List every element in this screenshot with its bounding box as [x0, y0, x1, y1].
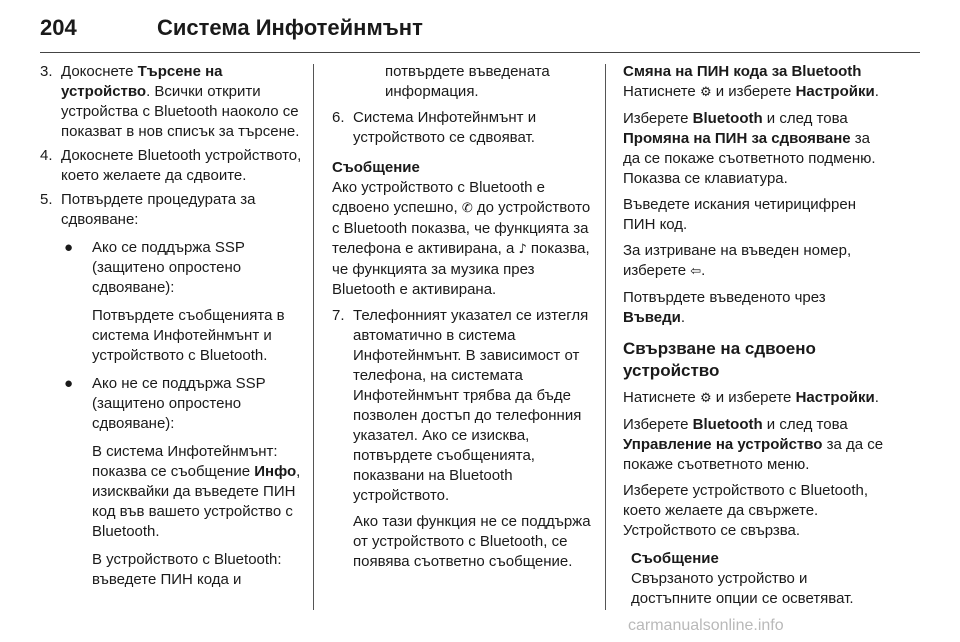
- column-divider: [605, 64, 606, 610]
- phone-icon: ✆: [461, 201, 473, 216]
- music-icon: ♪: [518, 242, 527, 257]
- paragraph: В система Инфотейнмънт: показва се съобщение Инфо, изисквайки да въведете ПИН код във вашето устройство с Bluetooth.: [92, 443, 301, 540]
- column-3: [623, 62, 888, 609]
- bullet-icon: ●: [64, 239, 74, 256]
- column-1: [40, 62, 302, 590]
- note-heading: Съобщение: [332, 159, 420, 176]
- page-number: 204: [40, 15, 77, 40]
- column-2: [332, 62, 594, 572]
- watermark: carmanualsonline.info: [628, 617, 784, 634]
- paragraph: За изтриване на въведен номер, изберете ⇦.: [623, 242, 852, 279]
- settings-icon: ⚙: [699, 85, 712, 100]
- paragraph: Въведете искания четирицифрен ПИН код.: [623, 196, 856, 233]
- paragraph: Изберете устройството с Bluetooth, което желаете да свържете. Устройството се свързва.: [623, 482, 869, 539]
- section-heading: Смяна на ПИН кода за Bluetooth: [623, 63, 862, 80]
- page-title: Система Инфотейнмънт: [157, 15, 423, 40]
- backspace-icon: ⇦: [690, 264, 702, 279]
- list-item-continued: потвърдете въведената информация.: [385, 63, 550, 100]
- note: [623, 549, 888, 609]
- list-item: 7. Телефонният указател се изтегля автоматично в система Инфотейнмънт. В зависимост от телефона, на системата Инфотейнмънт трябва да бъде позволен достъп до телефонния указател. Ако се изисква, потвърдете съобщенията, показвани на Bluetooth устройството.: [332, 307, 589, 504]
- paragraph: Изберете Bluetooth и след това Промяна на ПИН за сдвояване за да се покаже съответното подменю. Показва се клавиатура.: [623, 110, 876, 187]
- settings-icon: ⚙: [699, 391, 712, 406]
- note-text: Ако устройството с Bluetooth е сдвоено успешно, ✆ до устройството с Bluetooth показва, че функцията за телефона е активирана, а ♪ показва, че функцията за музика през Bluetooth е активирана.: [332, 179, 591, 298]
- bullet-item: ● Ако не се поддържа SSP (защитено опростено сдвояване):: [64, 375, 266, 432]
- bullet-item: ● Ако се поддържа SSP (защитено опростено сдвояване):: [64, 239, 245, 296]
- page-header: [40, 12, 920, 53]
- paragraph: Потвърдете въведеното чрез Въведи.: [623, 289, 826, 326]
- paragraph: Потвърдете съобщенията в система Инфотейнмънт и устройството с Bluetooth.: [92, 307, 285, 364]
- paragraph: Ако тази функция не се поддържа от устройството с Bluetooth, се появява съответно съобщение.: [353, 513, 591, 570]
- note-heading: Съобщение: [631, 550, 719, 567]
- list-item: 3. Докоснете Търсене на устройство. Всички открити устройства с Bluetooth наоколо се показват в нов списък за търсене.: [40, 63, 300, 140]
- paragraph: Натиснете ⚙ и изберете Настройки.: [623, 389, 879, 406]
- paragraph: Изберете Bluetooth и след това Управление на устройство за да се покаже съответното меню.: [623, 416, 884, 473]
- list-item: 6. Система Инфотейнмънт и устройството се сдвояват.: [332, 109, 537, 146]
- column-divider: [313, 64, 314, 610]
- list-item: 5. Потвърдете процедурата за сдвояване:: [40, 191, 256, 228]
- paragraph: В устройството с Bluetooth: въведете ПИН кода и: [92, 551, 282, 588]
- section-heading: Свързване на сдвоено устройство: [623, 339, 816, 380]
- list-item: 4. Докоснете Bluetooth устройството, което желаете да сдвоите.: [40, 147, 302, 184]
- bullet-icon: ●: [64, 375, 74, 392]
- paragraph: Натиснете ⚙ и изберете Настройки.: [623, 83, 879, 100]
- note-text: Свързаното устройство и достъпните опции се осветяват.: [631, 570, 854, 607]
